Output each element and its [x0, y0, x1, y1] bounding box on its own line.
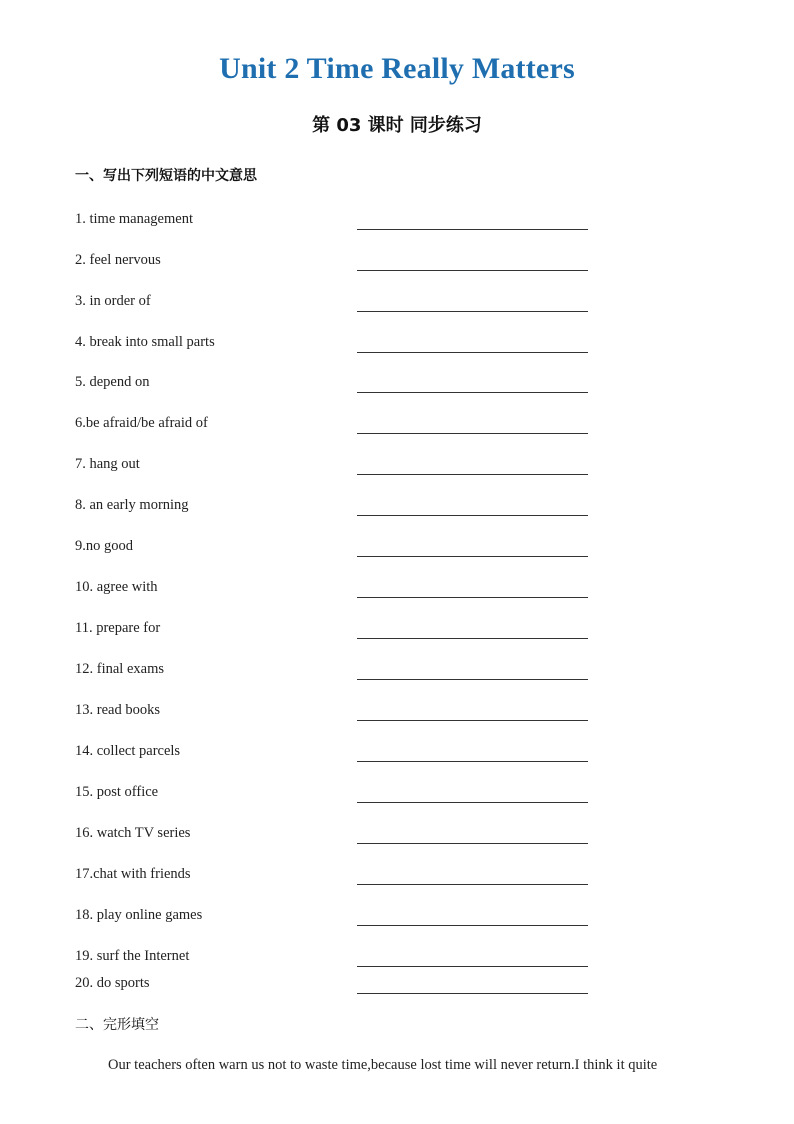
exercise-item [75, 741, 595, 765]
answer-blank[interactable] [357, 597, 588, 598]
answer-blank[interactable] [357, 229, 588, 230]
exercise-item [75, 700, 595, 724]
section-1-heading: 一、写出下列短语的中文意思 [75, 168, 257, 184]
exercise-phrase: 19. surf the Internet [75, 948, 190, 964]
exercise-phrase: 16. watch TV series [75, 825, 191, 841]
exercise-phrase: 9.no good [75, 538, 133, 554]
answer-blank[interactable] [357, 474, 588, 475]
exercise-phrase: 1. time management [75, 211, 193, 227]
exercise-item [75, 782, 595, 806]
exercise-item [75, 372, 595, 396]
exercise-item [75, 495, 595, 519]
answer-blank[interactable] [357, 352, 588, 353]
exercise-item [75, 659, 595, 683]
exercise-phrase: 18. play online games [75, 907, 203, 923]
answer-blank[interactable] [357, 925, 588, 926]
exercise-phrase: 14. collect parcels [75, 743, 181, 759]
exercise-item [75, 618, 595, 642]
exercise-item [75, 946, 595, 970]
answer-blank[interactable] [357, 993, 588, 994]
answer-blank[interactable] [357, 515, 588, 516]
answer-blank[interactable] [357, 556, 588, 557]
exercise-phrase: 4. break into small parts [75, 334, 215, 350]
exercise-item [75, 454, 595, 478]
exercise-phrase: 8. an early morning [75, 497, 189, 513]
exercise-phrase: 7. hang out [75, 456, 140, 472]
answer-blank[interactable] [357, 270, 588, 271]
answer-blank[interactable] [357, 679, 588, 680]
page-title: Unit 2 Time Really Matters [219, 52, 575, 85]
answer-blank[interactable] [357, 638, 588, 639]
exercise-item [75, 250, 595, 274]
exercise-item [75, 209, 595, 233]
exercise-item [75, 413, 595, 437]
answer-blank[interactable] [357, 802, 588, 803]
answer-blank[interactable] [357, 392, 588, 393]
answer-blank[interactable] [357, 433, 588, 434]
exercise-phrase: 3. in order of [75, 293, 151, 309]
page-subtitle: 第 03 课时 同步练习 [312, 115, 482, 136]
answer-blank[interactable] [357, 843, 588, 844]
exercise-item [75, 332, 595, 356]
exercise-phrase: 20. do sports [75, 975, 150, 991]
exercise-phrase: 17.chat with friends [75, 866, 191, 882]
exercise-phrase: 5. depend on [75, 374, 150, 390]
exercise-item [75, 577, 595, 601]
exercise-item [75, 973, 595, 997]
exercise-item [75, 536, 595, 560]
exercise-phrase: 12. final exams [75, 661, 164, 677]
cloze-passage: Our teachers often warn us not to waste time,because lost time will never return.I think it quite [108, 1057, 658, 1073]
exercise-phrase: 15. post office [75, 784, 159, 800]
exercise-phrase: 6.be afraid/be afraid of [75, 415, 208, 431]
exercise-phrase: 2. feel nervous [75, 252, 161, 268]
section-2-heading: 二、完形填空 [75, 1017, 159, 1033]
answer-blank[interactable] [357, 966, 588, 967]
exercise-phrase: 10. agree with [75, 579, 158, 595]
exercise-item [75, 864, 595, 888]
answer-blank[interactable] [357, 311, 588, 312]
exercise-item [75, 823, 595, 847]
exercise-item [75, 291, 595, 315]
answer-blank[interactable] [357, 884, 588, 885]
exercise-phrase: 11. prepare for [75, 620, 161, 636]
exercise-item [75, 905, 595, 929]
answer-blank[interactable] [357, 720, 588, 721]
exercise-phrase: 13. read books [75, 702, 160, 718]
answer-blank[interactable] [357, 761, 588, 762]
